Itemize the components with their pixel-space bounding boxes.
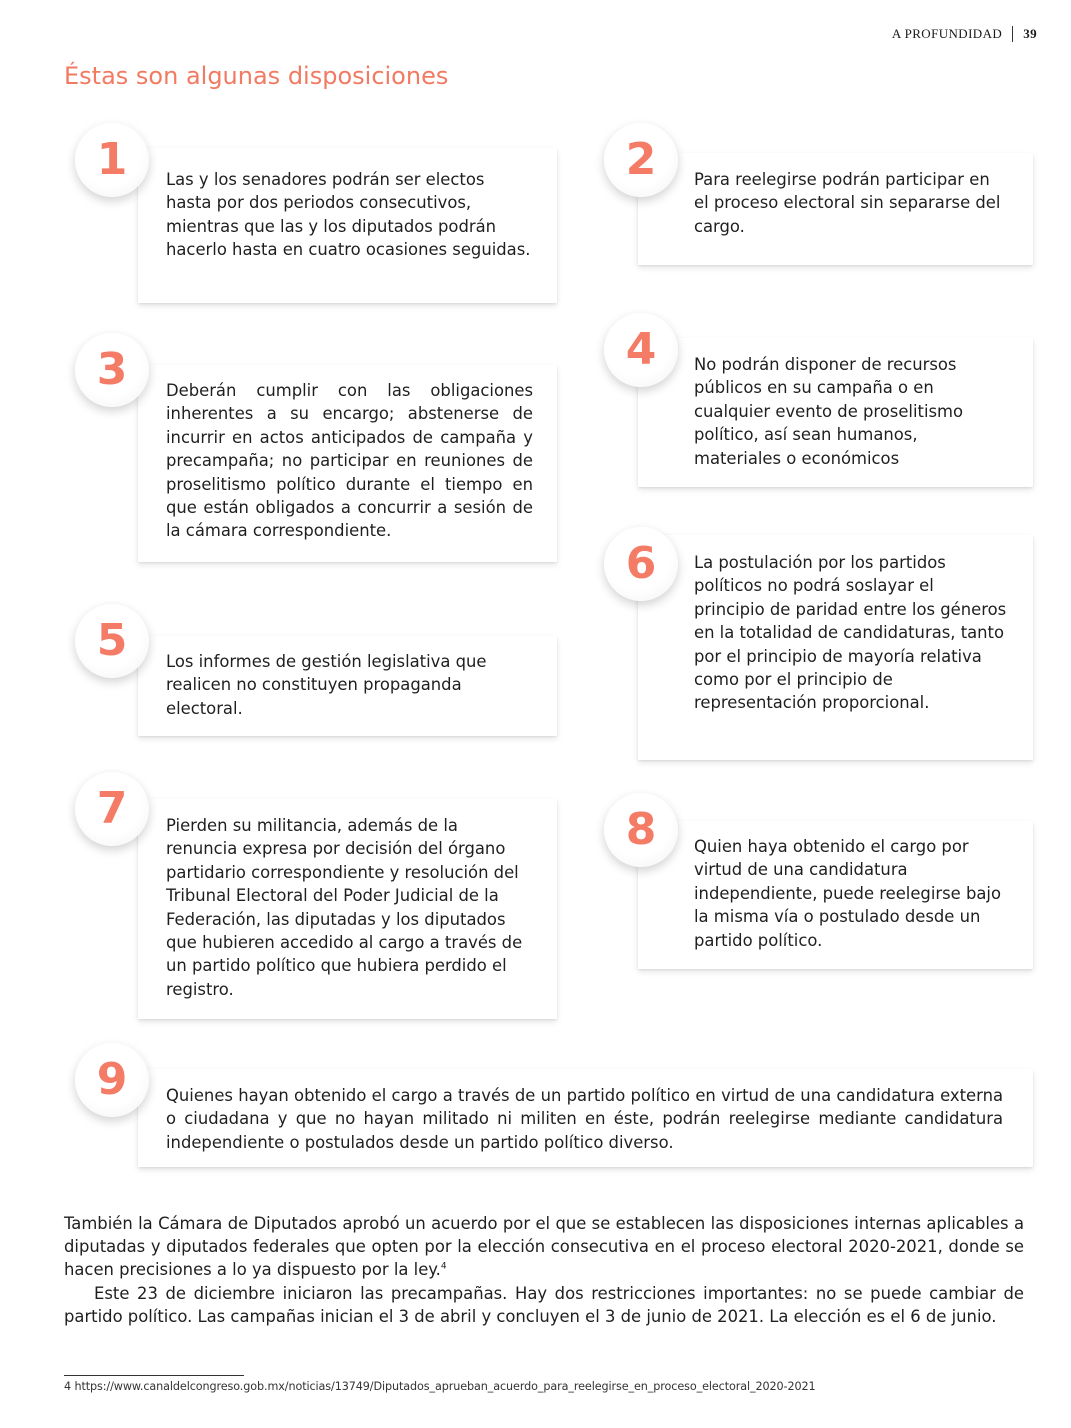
provision-number-9: 9 (96, 1054, 128, 1105)
section-title: Éstas son algunas disposiciones (64, 62, 449, 90)
header-divider (1012, 26, 1013, 42)
provision-number-badge-8 (604, 793, 678, 867)
provision-card-7 (138, 799, 557, 1019)
provision-number-badge-4 (604, 313, 678, 387)
header-section-label: A PROFUNDIDAD (891, 26, 1003, 41)
provision-number-8: 8 (625, 804, 657, 855)
provision-number-badge-1 (75, 123, 149, 197)
body-paragraph-2: Este 23 de diciembre iniciaron las precampañas. Hay dos restricciones importantes: no se puede cambiar de partido político. Las campañas inician el 3 de abril y concluyen el 3 de junio de 2021. La elección es el 6 de junio. (64, 1283, 1024, 1326)
provision-card-2 (638, 153, 1033, 265)
provision-text-7: Pierden su militancia, además de la renuncia expresa por decisión del órgano partidario correspondiente y resolución del Tribunal Electoral del Poder Judicial de la Federación, las diputadas y los diputados que hubieren accedido al cargo a través de un partido político que hubiera perdido el registro. (166, 816, 523, 999)
provision-number-2: 2 (625, 134, 657, 185)
provision-number-7: 7 (96, 783, 128, 834)
provision-text-1: Las y los senadores podrán ser electos hasta por dos periodos consecutivos, mientras que las y los diputados podrán hacerlo hasta en cuatro ocasiones seguidas. (166, 170, 531, 260)
page-number: 39 (1023, 26, 1037, 41)
provision-number-badge-6 (604, 527, 678, 601)
provision-card-9 (138, 1069, 1033, 1167)
provision-number-1: 1 (96, 134, 128, 185)
footnote-divider (64, 1375, 244, 1376)
provision-number-badge-2 (604, 123, 678, 197)
provision-text-8: Quien haya obtenido el cargo por virtud de una candidatura independiente, puede reelegirse bajo la misma vía o postulado desde un partido político. (694, 837, 1001, 950)
body-paragraph-1 (64, 1212, 1024, 1282)
provision-text-2: Para reelegirse podrán participar en el proceso electoral sin separarse del cargo. (694, 170, 1001, 236)
provision-text-6: La postulación por los partidos políticos no podrá soslayar el principio de paridad entre los géneros en la totalidad de candidaturas, tanto por el principio de mayoría relativa como por el principio de representación proporcional. (694, 553, 1007, 713)
body-paragraph-1-text: También la Cámara de Diputados aprobó un acuerdo por el que se establecen las disposiciones internas aplicables a diputadas y diputados federales que opten por la elección consecutiva en el proceso electoral 2020-2021, donde se hacen precisiones a lo ya dispuesto por la ley. (64, 1214, 1024, 1280)
provision-card-8 (638, 821, 1033, 969)
provision-number-4: 4 (625, 324, 657, 375)
provision-number-6: 6 (625, 538, 657, 589)
provision-text-5: Los informes de gestión legislativa que realicen no constituyen propaganda electoral. (166, 652, 487, 718)
body-text (64, 1212, 1024, 1328)
provision-number-3: 3 (96, 344, 128, 395)
provision-number-badge-5 (75, 604, 149, 678)
provision-card-6 (638, 535, 1033, 760)
provision-text-3: Deberán cumplir con las obligaciones inherentes a su encargo; abstenerse de incurrir en actos anticipados de campaña y precampaña; no participar en reuniones de proselitismo político durante el tiempo en que están obligados a concurrir a sesión de la cámara correspondiente. (166, 381, 533, 541)
provision-card-4 (638, 338, 1033, 487)
footnote-reference: 4 (440, 1261, 447, 1272)
provision-number-badge-9 (75, 1043, 149, 1117)
provision-card-1 (138, 148, 557, 303)
provision-number-5: 5 (96, 615, 128, 666)
provision-text-9: Quienes hayan obtenido el cargo a través de un partido político en virtud de una candidatura externa o ciudadana y que no hayan militado ni militen en éste, podrán reelegirse mediante candidatura independiente o postulados desde un partido político diverso. (166, 1086, 1003, 1152)
provision-card-5 (138, 636, 557, 736)
running-header (892, 26, 1037, 42)
provision-text-4: No podrán disponer de recursos públicos en su campaña o en cualquier evento de proselitismo político, así sean humanos, materiales o económicos (694, 355, 964, 468)
provision-card-3 (138, 365, 557, 562)
provision-number-badge-7 (75, 772, 149, 846)
provision-number-badge-3 (75, 333, 149, 407)
footnote: 4 https://www.canaldelcongreso.gob.mx/noticias/13749/Diputados_aprueban_acuerdo_para_reelegirse_en_proceso_electoral_2020-2021 (64, 1380, 816, 1393)
